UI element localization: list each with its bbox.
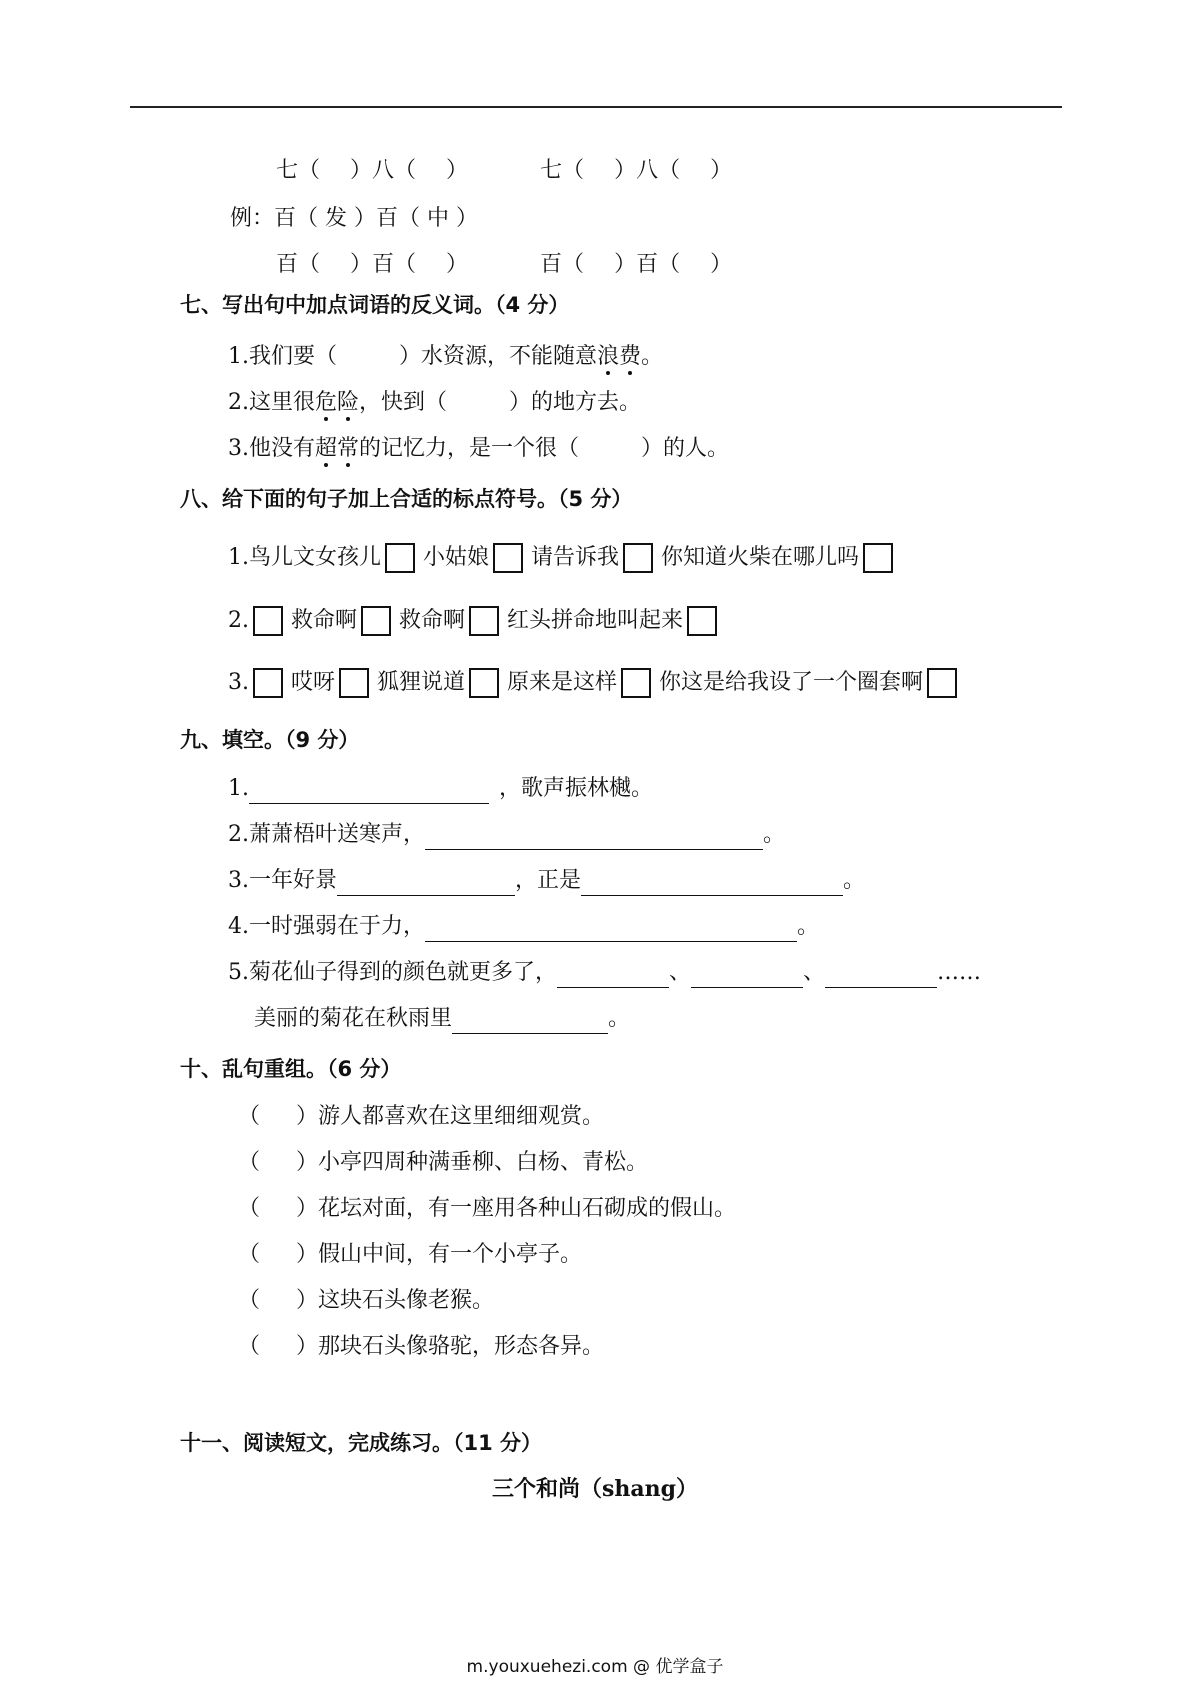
blank-line[interactable] [581,871,843,896]
s6-example: 例：百（ 发 ）百（ 中 ） [230,206,478,231]
blank-line[interactable] [452,1009,608,1034]
s9-item-5: 5.菊花仙子得到的颜色就更多了， 、 、 …… [228,958,981,988]
s10-item: （ ）游人都喜欢在这里细细观赏。 [238,1104,605,1129]
punctuation-box[interactable] [687,606,717,636]
punctuation-box[interactable] [253,668,283,698]
punctuation-box[interactable] [361,606,391,636]
s6-row1: 七（ ）八（ ） 七（ ）八（ ） [276,158,733,183]
s9-item-2: 2.萧萧梧叶送寒声， 。 [228,820,785,850]
s10-item: （ ）花坛对面，有一座用各种山石砌成的假山。 [238,1196,737,1221]
punctuation-box[interactable] [623,543,653,573]
punctuation-box[interactable] [339,668,369,698]
blank-line[interactable] [825,963,937,988]
blank-line[interactable] [557,963,669,988]
s10-item: （ ）小亭四周种满垂柳、白杨、青松。 [238,1150,649,1175]
s7-item-3: 3.他没有超常的记忆力，是一个很（ ）的人。 [228,436,730,461]
s7-item-2: 2.这里很危险，快到（ ）的地方去。 [228,390,642,415]
punctuation-box[interactable] [493,543,523,573]
passage-title: 三个和尚（shang） [491,1476,698,1502]
s9-item-5-cont: 美丽的菊花在秋雨里 。 [254,1004,630,1034]
s8-item-3: 3. 哎呀 狐狸说道 原来是这样 你这是给我设了一个圈套啊 [228,668,965,698]
s8-item-1: 1. 鸟儿文女孩儿 小姑娘 请告诉我 你知道火柴在哪儿吗 [228,543,901,573]
s10-item: （ ）这块石头像老猴。 [238,1288,495,1313]
s9-item-1: 1. ，歌声振林樾。 [228,774,653,804]
punctuation-box[interactable] [385,543,415,573]
s9-heading: 九、填空。（9 分） [180,728,360,752]
blank-line[interactable] [691,963,803,988]
s7-item-1: 1.我们要（ ）水资源，不能随意浪费。 [228,344,664,369]
punctuation-box[interactable] [927,668,957,698]
s6-row3: 百（ ）百（ ） 百（ ）百（ ） [276,252,733,277]
punctuation-box[interactable] [863,543,893,573]
s7-heading: 七、写出句中加点词语的反义词。（4 分） [180,293,570,317]
blank-line[interactable] [425,917,797,942]
s10-item: （ ）假山中间，有一个小亭子。 [238,1242,583,1267]
s11-heading: 十一、阅读短文，完成练习。（11 分） [180,1431,543,1455]
s8-heading: 八、给下面的句子加上合适的标点符号。（5 分） [180,487,633,511]
header-rule [130,106,1062,108]
punctuation-box[interactable] [621,668,651,698]
s8-item-2: 2. 救命啊 救命啊 红头拼命地叫起来 [228,606,725,636]
s9-item-4: 4.一时强弱在于力， 。 [228,912,819,942]
footer-watermark: m.youxuehezi.com @ 优学盒子 [466,1657,724,1677]
s10-heading: 十、乱句重组。（6 分） [180,1057,402,1081]
blank-line[interactable] [249,779,489,804]
blank-line[interactable] [337,871,515,896]
blank-line[interactable] [425,825,763,850]
punctuation-box[interactable] [469,668,499,698]
punctuation-box[interactable] [469,606,499,636]
s10-item: （ ）那块石头像骆驼，形态各异。 [238,1334,605,1359]
s9-item-3: 3.一年好景 ，正是 。 [228,866,865,896]
punctuation-box[interactable] [253,606,283,636]
